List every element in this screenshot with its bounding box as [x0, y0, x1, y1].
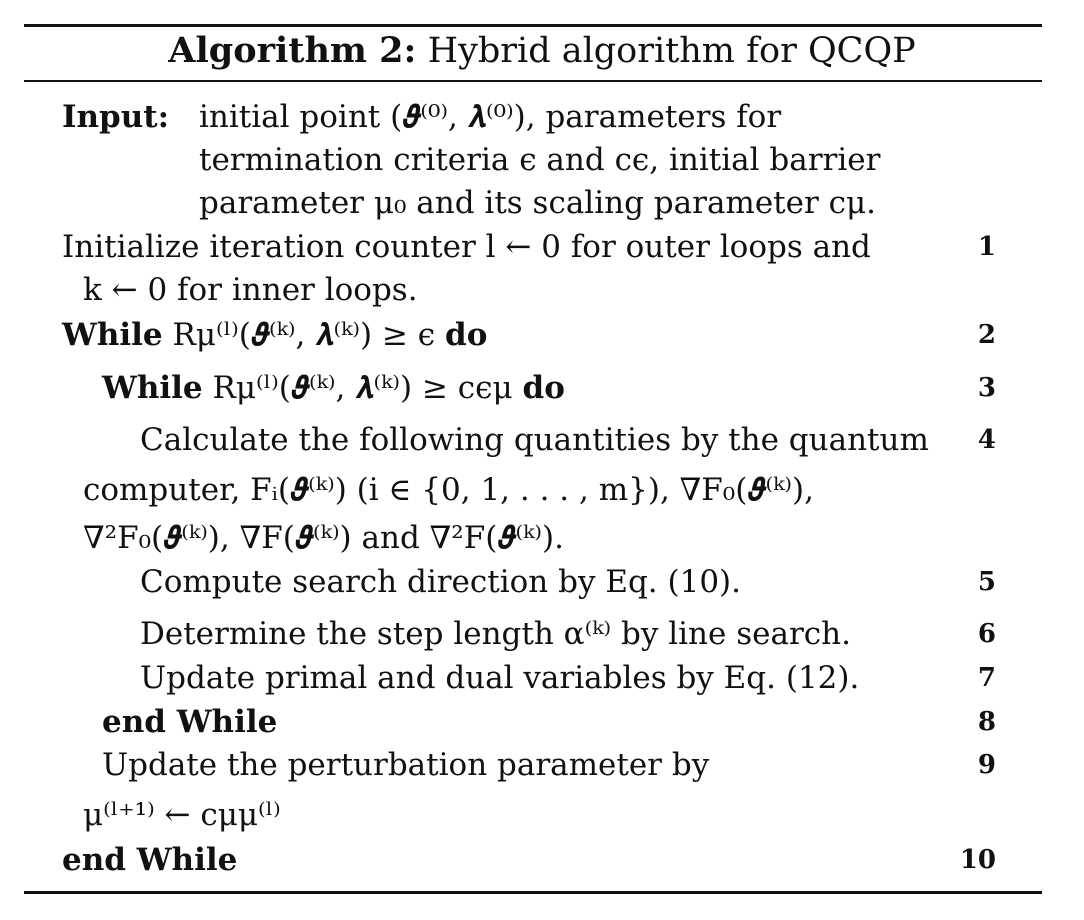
- step-6-number: 6: [977, 619, 996, 649]
- step-4-text-1: Calculate the following quantities by the quantum: [140, 422, 929, 458]
- step-1-text-2: k ← 0 for inner loops.: [83, 272, 418, 308]
- input-line-3: [0, 183, 1084, 223]
- step-3-do: do: [522, 370, 565, 406]
- step-4-line-3: [0, 518, 1084, 558]
- algorithm-title: [0, 28, 1084, 74]
- step-10-end-while: end While: [62, 842, 238, 878]
- algorithm-label: Algorithm 2:: [168, 30, 417, 71]
- step-3-line: [0, 368, 1084, 408]
- step-6-text: Determine the step length α⁽ᵏ⁾ by line search.: [140, 616, 851, 652]
- step-5-line: [0, 562, 1084, 602]
- step-7-number: 7: [977, 663, 996, 693]
- step-9-number: 9: [977, 750, 996, 780]
- step-5-text: Compute search direction by Eq. (10).: [140, 564, 742, 600]
- step-9-text-1: Update the perturbation parameter by: [102, 747, 710, 783]
- step-6-line: [0, 614, 1084, 654]
- input-text-2: termination criteria ϵ and cϵ, initial barrier: [199, 142, 881, 178]
- algorithm-name: Hybrid algorithm for QCQP: [427, 31, 916, 71]
- step-10-line: [0, 840, 1084, 880]
- step-7-text: Update primal and dual variables by Eq. (12).: [140, 660, 860, 696]
- step-1-number: 1: [977, 232, 996, 262]
- step-2-number: 2: [977, 320, 996, 350]
- step-3-number: 3: [977, 373, 996, 403]
- step-1-text-1: Initialize iteration counter l ← 0 for outer loops and: [62, 229, 871, 265]
- input-text-3: parameter μ₀ and its scaling parameter cμ.: [199, 185, 877, 221]
- step-1-line-2: [0, 270, 1084, 310]
- step-1-line-1: [0, 227, 1084, 267]
- bottom-rule: [24, 891, 1042, 894]
- input-label: Input:: [62, 99, 170, 135]
- step-2-condition: Rμ⁽ˡ⁾(𝝑⁽ᵏ⁾, 𝝀⁽ᵏ⁾) ≥ ϵ: [172, 317, 436, 353]
- step-5-number: 5: [977, 567, 996, 597]
- step-8-line: [0, 702, 1084, 742]
- step-9-line-2: [0, 795, 1084, 835]
- step-9-text-2: μ⁽ˡ⁺¹⁾ ← cμμ⁽ˡ⁾: [83, 797, 281, 833]
- step-2-line: [0, 315, 1084, 355]
- step-4-text-2: computer, Fᵢ(𝝑⁽ᵏ⁾) (i ∈ {0, 1, . . . , m}), ∇F₀(𝝑⁽ᵏ⁾),: [83, 472, 814, 508]
- step-4-number: 4: [977, 425, 996, 455]
- step-3-condition: Rμ⁽ˡ⁾(𝝑⁽ᵏ⁾, 𝝀⁽ᵏ⁾) ≥ cϵμ: [212, 370, 513, 406]
- step-8-end-while: end While: [102, 704, 278, 740]
- title-rule: [24, 80, 1042, 82]
- step-2-do: do: [445, 317, 488, 353]
- step-7-line: [0, 658, 1084, 698]
- input-line-1: [0, 97, 1084, 137]
- step-4-line-1: [0, 420, 1084, 460]
- step-3-while: While: [102, 370, 203, 406]
- step-10-number: 10: [959, 845, 996, 875]
- top-rule: [24, 24, 1042, 27]
- input-line-2: [0, 140, 1084, 180]
- step-4-line-2: [0, 470, 1084, 510]
- step-2-while: While: [62, 317, 163, 353]
- step-4-text-3: ∇²F₀(𝝑⁽ᵏ⁾), ∇F(𝝑⁽ᵏ⁾) and ∇²F(𝝑⁽ᵏ⁾).: [83, 520, 564, 556]
- step-9-line-1: [0, 745, 1084, 785]
- input-text-1: initial point (𝝑⁽⁰⁾, 𝝀⁽⁰⁾), parameters for: [199, 99, 782, 135]
- step-8-number: 8: [977, 707, 996, 737]
